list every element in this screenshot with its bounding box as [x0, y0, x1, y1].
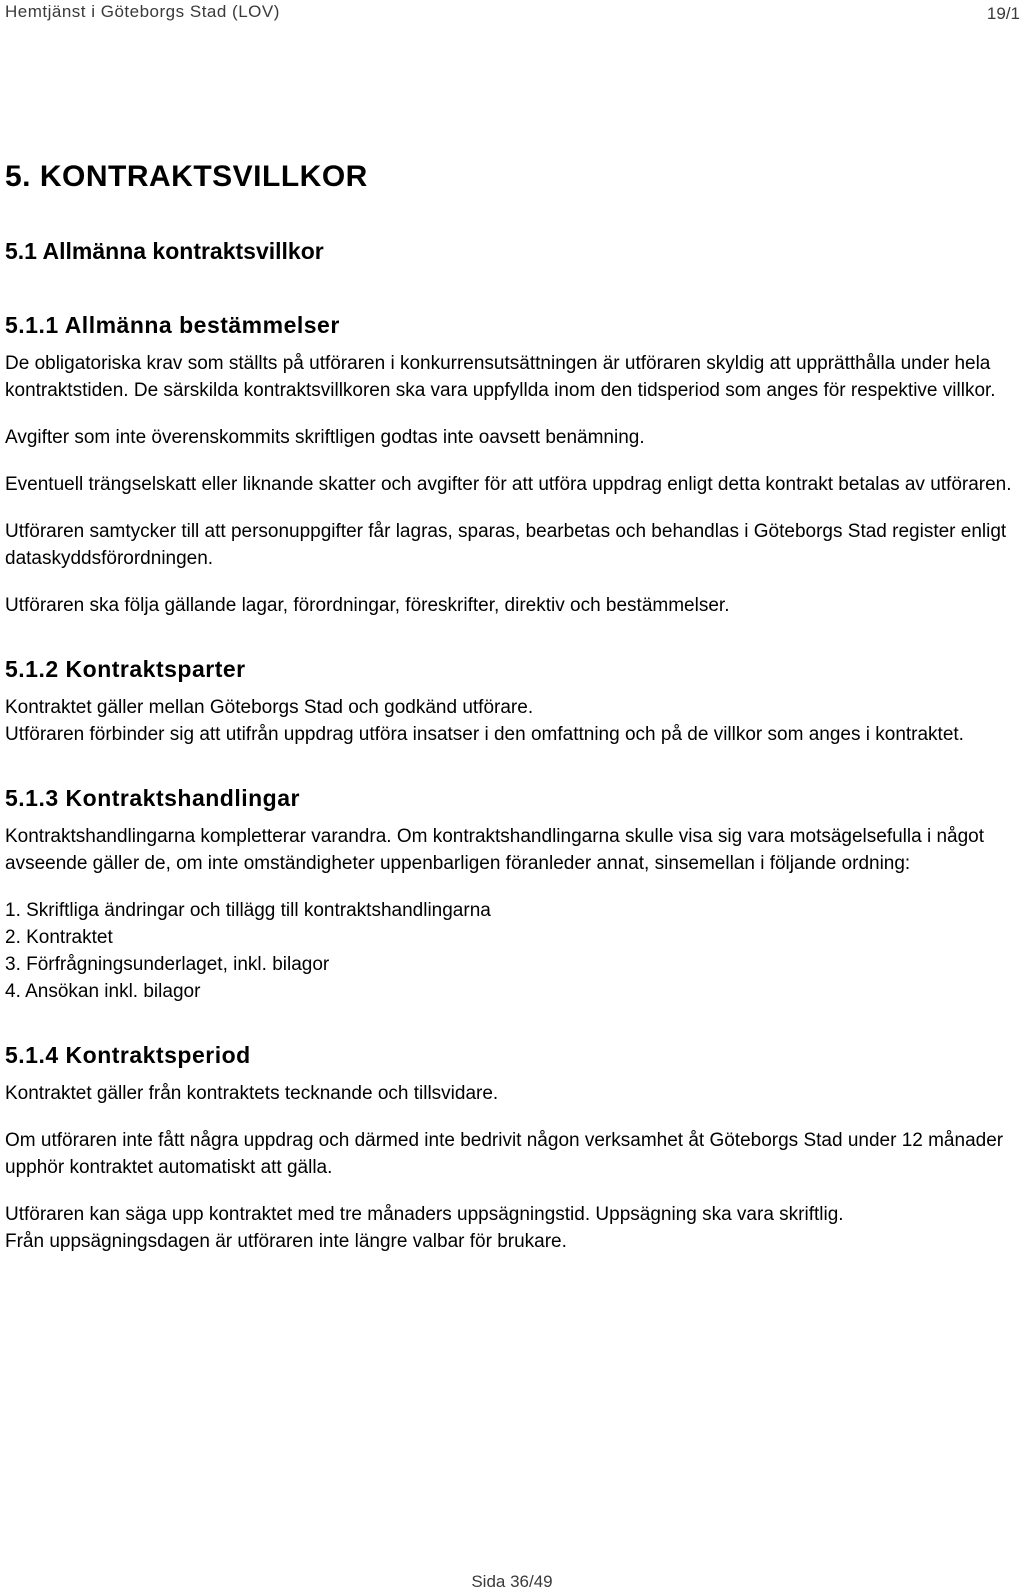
paragraph: Om utföraren inte fått några uppdrag och därmed inte bedrivit någon verksamhet åt Göteborgs Stad under 12 månader upphör kontraktet automatiskt att gälla. — [5, 1130, 1004, 1178]
paragraph: Utföraren kan säga upp kontraktet med tre månaders uppsägningstid. Uppsägning ska vara skriftlig. — [5, 1204, 844, 1225]
paragraph: Utföraren ska följa gällande lagar, förordningar, föreskrifter, direktiv och bestämmelser. — [5, 595, 730, 616]
document-header-date: 19/1 — [986, 4, 1020, 23]
section-5-1-2 — [5, 656, 1015, 748]
paragraph: Eventuell trängselskatt eller liknande skatter och avgifter för att utföra uppdrag enligt detta kontrakt betalas av utföraren. — [5, 474, 1012, 495]
paragraph: Kontraktet gäller från kontraktets tecknande och tillsvidare. — [5, 1083, 499, 1104]
chapter-title: 5. KONTRAKTSVILLKOR — [5, 160, 368, 193]
page-number: Sida 36/49 — [471, 1572, 553, 1591]
document-header-title: Hemtjänst i Göteborgs Stad (LOV) — [5, 2, 280, 21]
document-body — [5, 160, 1015, 1292]
paragraph: Kontraktshandlingarna kompletterar varandra. Om kontraktshandlingarna skulle visa sig vara motsägelsefulla i något avseende gäller de, om inte omständigheter uppenbarligen föranleder annat, sinsemellan i följande ordning: — [5, 826, 985, 874]
list-item: 2. Kontraktet — [5, 927, 113, 948]
section-heading-5-1-1: 5.1.1 Allmänna bestämmelser — [5, 312, 340, 338]
section-5-1-3 — [5, 785, 1015, 1005]
paragraph: Utföraren samtycker till att personuppgifter får lagras, sparas, bearbetas och behandlas i Göteborgs Stad register enligt dataskyddsförordningen. — [5, 521, 1007, 569]
list-item: 1. Skriftliga ändringar och tillägg till kontraktshandlingarna — [5, 900, 491, 921]
section-5-1-4 — [5, 1042, 1015, 1255]
paragraph: De obligatoriska krav som ställts på utföraren i konkurrensutsättningen är utföraren skyldig att upprätthålla under hela kontraktstiden. De särskilda kontraktsvillkoren ska vara uppfyllda inom den tidsperiod som anges för respektive villkor. — [5, 353, 996, 401]
section-heading-5-1-3: 5.1.3 Kontraktshandlingar — [5, 785, 300, 811]
paragraph: Från uppsägningsdagen är utföraren inte längre valbar för brukare. — [5, 1231, 567, 1252]
list-item: 3. Förfrågningsunderlaget, inkl. bilagor — [5, 954, 330, 975]
paragraph: Kontraktet gäller mellan Göteborgs Stad och godkänd utförare. — [5, 697, 534, 718]
section-heading-5-1-2: 5.1.2 Kontraktsparter — [5, 656, 246, 682]
paragraph: Avgifter som inte överenskommits skriftligen godtas inte oavsett benämning. — [5, 427, 645, 448]
section-heading-5-1: 5.1 Allmänna kontraktsvillkor — [5, 238, 324, 264]
section-heading-5-1-4: 5.1.4 Kontraktsperiod — [5, 1042, 251, 1068]
section-5-1-1 — [5, 312, 1015, 619]
paragraph: Utföraren förbinder sig att utifrån uppdrag utföra insatser i den omfattning och på de villkor som anges i kontraktet. — [5, 724, 964, 745]
list-item: 4. Ansökan inkl. bilagor — [5, 981, 201, 1002]
priority-order-list — [5, 897, 1015, 1005]
